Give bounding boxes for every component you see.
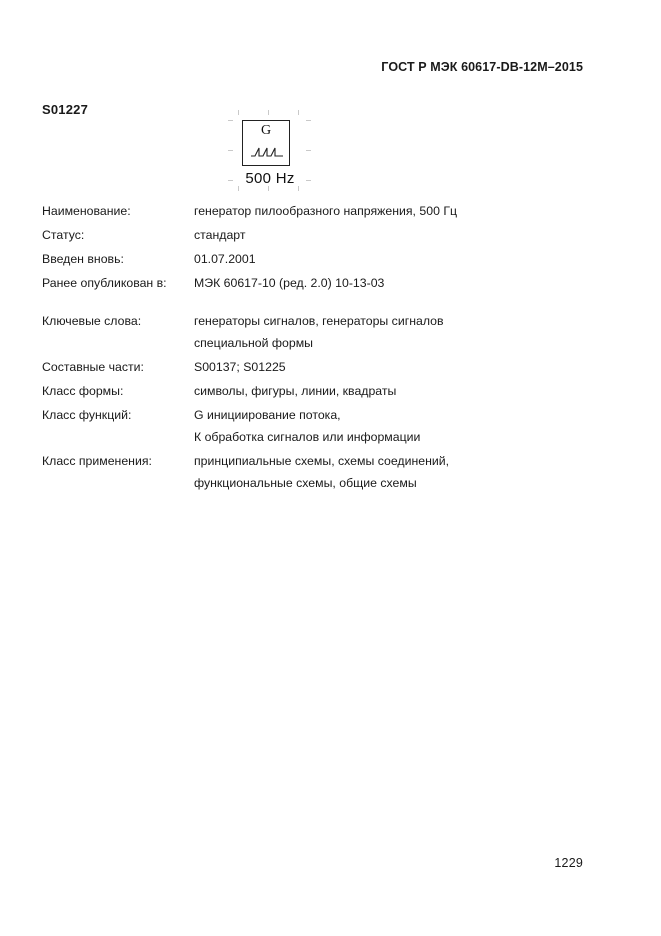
field-label: Составные части: bbox=[42, 360, 144, 374]
attribute-list bbox=[42, 200, 602, 496]
field-value bbox=[194, 380, 602, 402]
field-value-line2: функциональные схемы, общие схемы bbox=[194, 476, 417, 490]
sawtooth-waveform-icon bbox=[250, 145, 284, 159]
symbol-code: S01227 bbox=[42, 102, 89, 117]
field-value-line1: генераторы сигналов, генераторы сигналов bbox=[194, 314, 444, 328]
field-value-line1: 01.07.2001 bbox=[194, 252, 256, 266]
symbol-letter-g: G bbox=[260, 123, 272, 138]
field-value-line2: специальной формы bbox=[194, 336, 313, 350]
page-header-standard-number: ГОСТ Р МЭК 60617-DB-12M–2015 bbox=[381, 60, 583, 74]
field-row-components bbox=[42, 356, 602, 378]
field-row-introduced bbox=[42, 248, 602, 270]
field-value bbox=[194, 450, 602, 494]
field-value-line1: стандарт bbox=[194, 228, 246, 242]
field-row-status bbox=[42, 224, 602, 246]
field-value-line1: G инициирование потока, bbox=[194, 408, 341, 422]
field-row-name bbox=[42, 200, 602, 222]
field-value-line1: генератор пилообразного напряжения, 500 Гц bbox=[194, 204, 458, 218]
field-label: Класс функций: bbox=[42, 408, 132, 422]
field-value bbox=[194, 248, 602, 270]
field-value bbox=[194, 310, 602, 354]
symbol-square-border bbox=[242, 120, 290, 166]
field-value-line2: К обработка сигналов или информации bbox=[194, 430, 421, 444]
field-label: Класс формы: bbox=[42, 384, 124, 398]
field-value bbox=[194, 404, 602, 448]
field-row-keywords bbox=[42, 310, 602, 354]
field-label: Ранее опубликован в: bbox=[42, 276, 167, 290]
field-value bbox=[194, 200, 602, 222]
field-label: Статус: bbox=[42, 228, 85, 242]
field-value-line1: символы, фигуры, линии, квадраты bbox=[194, 384, 397, 398]
symbol-graphic bbox=[224, 106, 334, 196]
field-row-function-class bbox=[42, 404, 602, 448]
field-label: Класс применения: bbox=[42, 454, 152, 468]
field-row-application-class bbox=[42, 450, 602, 494]
section-spacer bbox=[42, 296, 602, 310]
field-value-line1: МЭК 60617-10 (ред. 2.0) 10-13-03 bbox=[194, 276, 385, 290]
field-value bbox=[194, 224, 602, 246]
field-label: Введен вновь: bbox=[42, 252, 124, 266]
symbol-caption: 500 Hz bbox=[245, 170, 295, 187]
field-label: Ключевые слова: bbox=[42, 314, 142, 328]
field-value-line1: S00137; S01225 bbox=[194, 360, 286, 374]
field-row-previously-published bbox=[42, 272, 602, 294]
field-value bbox=[194, 272, 602, 294]
page-number: 1229 bbox=[554, 856, 583, 870]
field-value-line1: принципиальные схемы, схемы соединений, bbox=[194, 454, 450, 468]
field-value bbox=[194, 356, 602, 378]
field-label: Наименование: bbox=[42, 204, 131, 218]
field-row-shape-class bbox=[42, 380, 602, 402]
